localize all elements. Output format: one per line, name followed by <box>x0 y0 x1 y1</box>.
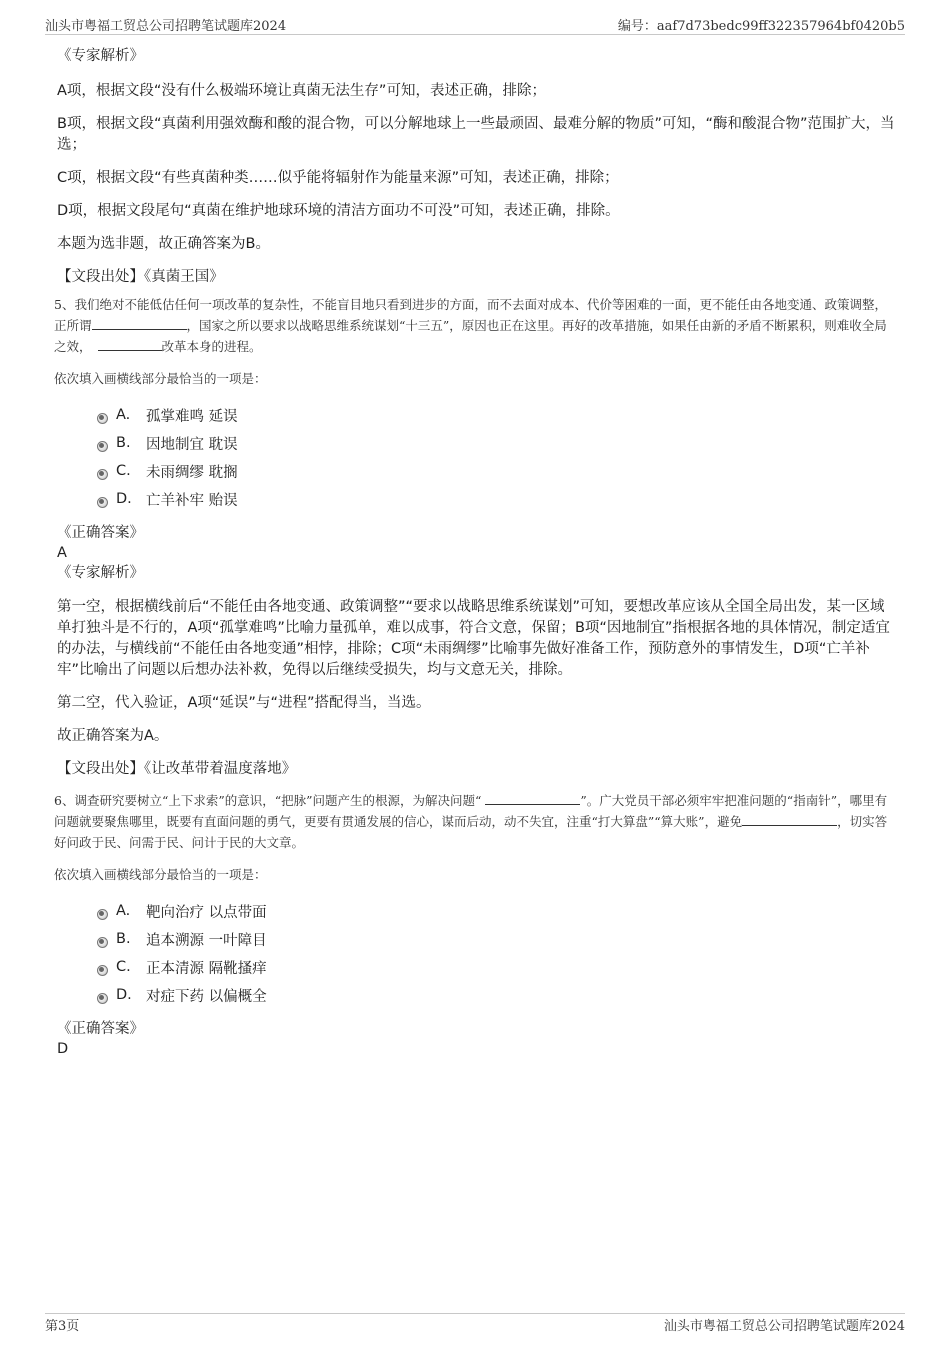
option-d[interactable] <box>97 485 895 513</box>
question-text: 5、我们绝对不能低估任何一项改革的复杂性，不能盲目地只看到进步的方面，而不去面对成本、代价等困难的一面，更不能任由各地变通、政策调整，正所谓 <box>54 297 887 333</box>
option-text: 追本溯源 一叶障目 <box>146 932 267 949</box>
question-prompt: 依次填入画横线部分最恰当的一项是： <box>54 867 267 882</box>
explanation-line: B项，根据文段“真菌利用强效酶和酸的混合物，可以分解地球上一些最顽固、最难分解的物质”可知，“酶和酸混合物”范围扩大，当选； <box>57 116 895 153</box>
question-5-stem <box>54 294 895 357</box>
fill-blank <box>485 790 580 805</box>
option-b[interactable] <box>97 925 895 953</box>
radio-icon[interactable] <box>97 497 108 508</box>
option-text: 靶向治疗 以点带面 <box>146 904 267 921</box>
option-text: 对症下药 以偏概全 <box>146 988 267 1005</box>
explanation-paragraph: 故正确答案为A。 <box>57 728 169 744</box>
question-6-options <box>97 897 895 1009</box>
radio-icon[interactable] <box>97 909 108 920</box>
page-footer <box>45 1313 905 1334</box>
question-text: ，切实答好问政于民、问需于民、问计于民的大文章。 <box>54 814 888 850</box>
fill-blank <box>92 315 187 330</box>
header-doc-id: 编号：aaf7d73bedc99ff322357964bf0420b5 <box>617 19 905 34</box>
correct-answer-value: D <box>57 1041 69 1057</box>
question-text: ，国家之所以要求以战略思维系统谋划“十三五”，原因也正在这里。再好的改革措施，如果任由新的矛盾不断累积，则难收全局之效， <box>54 318 887 354</box>
option-letter: D. <box>116 491 132 507</box>
correct-answer-heading: 《正确答案》 <box>57 1021 144 1037</box>
option-letter: A. <box>116 903 131 919</box>
expert-analysis-heading: 《专家解析》 <box>57 48 144 64</box>
option-a[interactable] <box>97 897 895 925</box>
option-letter: B. <box>116 435 131 451</box>
correct-answer-heading: 《正确答案》 <box>57 525 144 541</box>
option-letter: C. <box>116 463 131 479</box>
header-title: 汕头市粤福工贸总公司招聘笔试题库2024 <box>45 19 287 34</box>
explanation-line: C项，根据文段“有些真菌种类……似乎能将辐射作为能量来源”可知，表述正确，排除； <box>57 170 619 186</box>
radio-icon[interactable] <box>97 993 108 1004</box>
page-number: 第3页 <box>45 1319 80 1334</box>
option-text: 亡羊补牢 贻误 <box>146 492 238 509</box>
question-text: ”。广大党员干部必须牢牢把准问题的“指南针”，哪里有问题就要聚焦哪里，既要有直面问题的勇气，更要有贯通发展的信心，谋而后动，动不失宜，注重“打大算盘”“算大账”，避免 <box>54 793 888 829</box>
question-6-stem <box>54 790 895 853</box>
radio-icon[interactable] <box>97 469 108 480</box>
source-citation: 【文段出处】《真菌王国》 <box>57 269 224 285</box>
correct-answer-value: A <box>57 545 67 561</box>
explanation-line: D项，根据文段尾句“真菌在维护地球环境的清洁方面功不可没”可知，表述正确，排除。 <box>57 203 620 219</box>
radio-icon[interactable] <box>97 965 108 976</box>
explanation-line: 本题为选非题，故正确答案为B。 <box>57 236 270 252</box>
option-letter: A. <box>116 407 131 423</box>
option-a[interactable] <box>97 401 895 429</box>
source-citation: 【文段出处】《让改革带着温度落地》 <box>57 761 297 777</box>
option-text: 孤掌难鸣 延误 <box>146 408 238 425</box>
fill-blank <box>742 811 837 826</box>
option-text: 未雨绸缪 耽搁 <box>146 464 238 481</box>
radio-icon[interactable] <box>97 937 108 948</box>
page-header <box>45 14 905 35</box>
explanation-paragraph: 第二空，代入验证，A项“延误”与“进程”搭配得当，当选。 <box>57 695 431 711</box>
question-text: 6、调查研究要树立“上下求索”的意识，“把脉”问题产生的根源，为解决问题“ <box>54 793 482 808</box>
option-letter: D. <box>116 987 132 1003</box>
option-letter: C. <box>116 959 131 975</box>
option-b[interactable] <box>97 429 895 457</box>
expert-analysis-heading: 《专家解析》 <box>57 565 144 581</box>
option-d[interactable] <box>97 981 895 1009</box>
explanation-line: A项，根据文段“没有什么极端环境让真菌无法生存”可知，表述正确，排除； <box>57 83 546 99</box>
option-letter: B. <box>116 931 131 947</box>
explanation-paragraph: 第一空，根据横线前后“不能任由各地变通、政策调整”“要求以战略思维系统谋划”可知，要想改革应该从全国全局出发，某一区域单打独斗是不行的，A项“孤掌难鸣”比喻力量孤单，难以成事，符合文意，保留；B项“因地制宜”指根据各地的具体情况，制定适宜的办法，与横线前“不能任由各地变通”相悖，排除；C项“未雨绸缪”比喻事先做好准备工作，预防意外的事情发生，D项“亡羊补牢”比喻出了问题以后想办法补救，免得以后继续受损失，均与文意无关，排除。 <box>57 599 890 678</box>
option-c[interactable] <box>97 457 895 485</box>
page-content <box>54 46 895 1059</box>
radio-icon[interactable] <box>97 413 108 424</box>
question-text: 改革本身的进程。 <box>161 339 262 354</box>
option-text: 正本清源 隔靴搔痒 <box>146 960 267 977</box>
option-text: 因地制宜 耽误 <box>146 436 238 453</box>
question-prompt: 依次填入画横线部分最恰当的一项是： <box>54 371 267 386</box>
footer-title: 汕头市粤福工贸总公司招聘笔试题库2024 <box>663 1319 905 1334</box>
question-5-options <box>97 401 895 513</box>
radio-icon[interactable] <box>97 441 108 452</box>
option-c[interactable] <box>97 953 895 981</box>
fill-blank <box>98 336 162 351</box>
